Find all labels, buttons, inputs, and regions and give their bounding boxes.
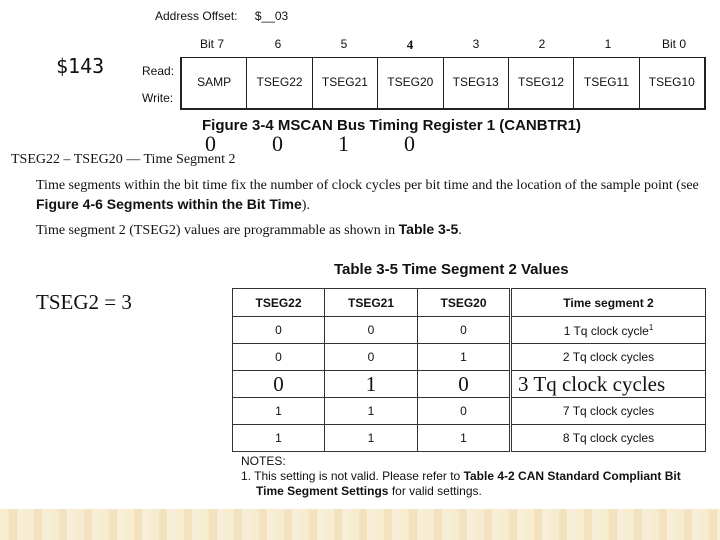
column-header: TSEG21 xyxy=(325,289,418,317)
paragraph-text: Time segment 2 (TSEG2) values are programmable as shown in xyxy=(36,223,399,238)
notes-title: NOTES: xyxy=(241,454,286,468)
table-cell: 0 xyxy=(418,398,511,425)
section-heading: TSEG22 – TSEG20 — Time Segment 2 xyxy=(11,152,236,167)
paragraph-text: . xyxy=(458,223,462,238)
bit-label: 3 xyxy=(472,37,480,51)
table-cell: 1 xyxy=(325,371,418,398)
column-header: TSEG20 xyxy=(418,289,511,317)
bit-label: 5 xyxy=(340,37,348,51)
register-field: TSEG20 xyxy=(378,58,443,108)
notes-reference: Time Segment Settings xyxy=(256,484,389,498)
handwritten-bit: 1 xyxy=(338,131,349,156)
notes-line xyxy=(241,469,681,484)
figure-caption: Figure 3-4 MSCAN Bus Timing Register 1 (CANBTR1) xyxy=(202,117,581,134)
handwritten-bit: 0 xyxy=(205,131,216,156)
table-cell: 2 Tq clock cycles xyxy=(511,344,706,371)
table-row xyxy=(233,317,706,344)
handwritten-bit: 0 xyxy=(272,131,283,156)
table-cell xyxy=(511,317,706,344)
table-cell: 1 xyxy=(325,425,418,452)
notes xyxy=(241,454,681,499)
table-title: Table 3-5 Time Segment 2 Values xyxy=(334,261,569,278)
table-cell: 0 xyxy=(418,317,511,344)
table-cell: 7 Tq clock cycles xyxy=(511,398,706,425)
table-cell: 3 Tq clock cycles xyxy=(511,371,706,398)
register-field: TSEG12 xyxy=(509,58,574,108)
description-paragraph xyxy=(36,176,708,215)
table-header-row xyxy=(233,289,706,317)
bit-label: Bit 0 xyxy=(661,37,686,51)
table-cell: 1 xyxy=(418,344,511,371)
notes-reference: Table 4-2 CAN Standard Compliant Bit xyxy=(463,469,681,483)
handwritten-bit: 0 xyxy=(404,131,415,156)
table-cell: 0 xyxy=(325,344,418,371)
table-row xyxy=(233,344,706,371)
address-offset-value: $__03 xyxy=(254,9,289,23)
handwritten-note: TSEG2 = 3 xyxy=(36,290,132,314)
table-cell: 1 xyxy=(418,425,511,452)
table-cell: 0 xyxy=(233,371,325,398)
read-label: Read: xyxy=(142,64,175,78)
table-cell: 1 xyxy=(325,398,418,425)
table-cell: 0 xyxy=(233,344,325,371)
column-header: TSEG22 xyxy=(233,289,325,317)
table-cell: 1 xyxy=(233,398,325,425)
register-field: TSEG11 xyxy=(574,58,639,108)
notes-text: 1. This setting is not valid. Please refer to xyxy=(241,469,464,483)
bit-label: 2 xyxy=(538,37,546,51)
table-row xyxy=(233,398,706,425)
table-reference: Table 3-5 xyxy=(398,221,459,237)
bit-label: 1 xyxy=(604,37,612,51)
register-field: TSEG21 xyxy=(313,58,378,108)
footer-band xyxy=(0,509,720,540)
table-cell: 0 xyxy=(325,317,418,344)
bit-label: 4 xyxy=(406,37,414,52)
write-label: Write: xyxy=(142,91,174,105)
table-row-handwritten xyxy=(233,371,706,398)
address-offset-label: Address Offset: xyxy=(155,9,238,23)
address-offset xyxy=(155,9,302,23)
register-diagram xyxy=(180,57,706,110)
footnote-mark: 1 xyxy=(648,322,654,332)
handwritten-address: $143 xyxy=(56,54,105,78)
column-header: Time segment 2 xyxy=(511,289,706,317)
bit-label: 6 xyxy=(274,37,282,51)
register-field: TSEG10 xyxy=(648,74,695,89)
register-field: TSEG13 xyxy=(444,58,509,108)
notes-line xyxy=(241,484,681,499)
time-segment-table xyxy=(232,288,706,452)
notes-text: for valid settings. xyxy=(388,484,482,498)
figure-reference: Figure 4-6 Segments within the Bit Time xyxy=(36,196,302,212)
cell-text: 1 Tq clock cycle xyxy=(563,323,649,338)
table-cell: 0 xyxy=(233,317,325,344)
table-cell: 8 Tq clock cycles xyxy=(511,425,706,452)
table-cell: 0 xyxy=(418,371,511,398)
paragraph-text: ). xyxy=(301,198,310,213)
table-row xyxy=(233,425,706,452)
register-field: SAMP xyxy=(182,58,247,108)
description-paragraph xyxy=(36,220,708,240)
bit-label: Bit 7 xyxy=(199,37,224,51)
table-cell: 1 xyxy=(233,425,325,452)
paragraph-text: Time segments within the bit time fix the number of clock cycles per bit time and the location of the sample point (see xyxy=(36,178,699,193)
register-field: TSEG22 xyxy=(247,58,312,108)
